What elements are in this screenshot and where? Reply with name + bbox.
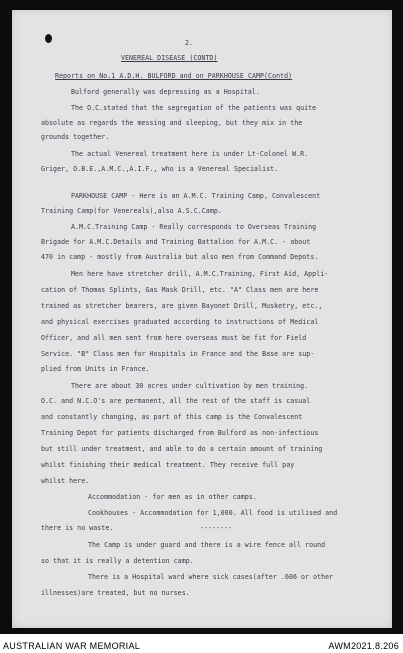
body-line: cation of Thomas Splints, Gas Mask Drill, etc. "A" Class men are here <box>41 286 319 294</box>
body-line: Brigade for A.M.C.Details and Training Battalion for A.M.C. - about <box>41 238 311 246</box>
body-line: whilst finishing their medical treatment. They receive full pay <box>41 461 295 469</box>
body-line: there is no waste. <box>41 524 114 532</box>
body-line: plied from Units in France. <box>41 365 150 373</box>
body-line: Officer, and all men sent from here overseas must be fit for Field <box>41 334 307 342</box>
body-line: and physical exercises graduated according to instructions of Medical <box>41 318 319 326</box>
body-line: Bulford generally was depressing as a Hospital. <box>71 88 260 96</box>
page-number: 2. <box>185 39 194 47</box>
body-line: A.M.C.Training Camp - Really corresponds to Overseas Training <box>71 223 317 231</box>
body-line: Service. "B" Class men for Hospitals in France and the Base are sup- <box>41 350 315 358</box>
body-line: The actual Venereal treatment here is under Lt-Colonel W.R. <box>71 150 309 158</box>
body-line: trained as stretcher bearers, are given Bayonet Drill, Musketry, etc., <box>41 302 323 310</box>
body-line: Cookhouses - Accommodation for 1,000. All food is utilised and <box>88 509 338 517</box>
catalog-reference: AWM2021.8.206 <box>328 641 399 651</box>
body-line: Training Camp(for Venereals),also A.S.C.Camp. <box>41 207 222 215</box>
body-line: The O.C.stated that the segregation of the patients was quite <box>71 104 317 112</box>
body-line: grounds together. <box>41 133 110 141</box>
body-line: There is a Hospital ward where sick cases(after .606 or other <box>88 573 334 581</box>
body-line: and constantly changing, as part of this camp is the Convalescent <box>41 413 303 421</box>
archive-footer <box>0 639 403 653</box>
body-line: so that it is really a detention camp. <box>41 557 194 565</box>
body-line: illnesses)are treated, but no nurses. <box>41 589 190 597</box>
section-separator: -------- <box>200 524 233 532</box>
body-line: Training Depot for patients discharged from Bulford as non-infectious <box>41 429 319 437</box>
body-line: Griger, O.B.E.,A.M.C.,A.I.F., who is a Venereal Specialist. <box>41 165 279 173</box>
body-line: Accommodation - for men as in other camps. <box>88 493 257 501</box>
body-line: The Camp is under guard and there is a wire fence all round <box>88 541 326 549</box>
body-line: whilst here. <box>41 477 90 485</box>
body-line: There are about 30 acres under cultivation by men training. <box>71 382 309 390</box>
body-line: absolute as regards the messing and sleeping, but they mix in the <box>41 119 303 127</box>
punch-hole-mark <box>45 34 52 43</box>
body-line: O.C. and N.C.O's are permanent, all the rest of the staff is casual <box>41 397 311 405</box>
body-line: Men here have stretcher drill, A.M.C.Training, First Aid, Appli- <box>71 270 329 278</box>
document-heading: VENEREAL DISEASE (CONTD) <box>121 54 218 62</box>
body-line: PARKHOUSE CAMP - Here is an A.M.C. Training Camp, Convalescent <box>71 192 321 200</box>
section-subheading: Reports on No.1 A.D.H. BULFORD and on PARKHOUSE CAMP(Contd) <box>55 72 293 80</box>
body-line: 470 in camp - mostly from Australia but also men from Command Depots. <box>41 253 319 261</box>
institution-name: AUSTRALIAN WAR MEMORIAL <box>3 641 141 651</box>
document-page <box>12 10 392 628</box>
body-line: but still under treatment, and able to do a certain amount of training <box>41 445 323 453</box>
